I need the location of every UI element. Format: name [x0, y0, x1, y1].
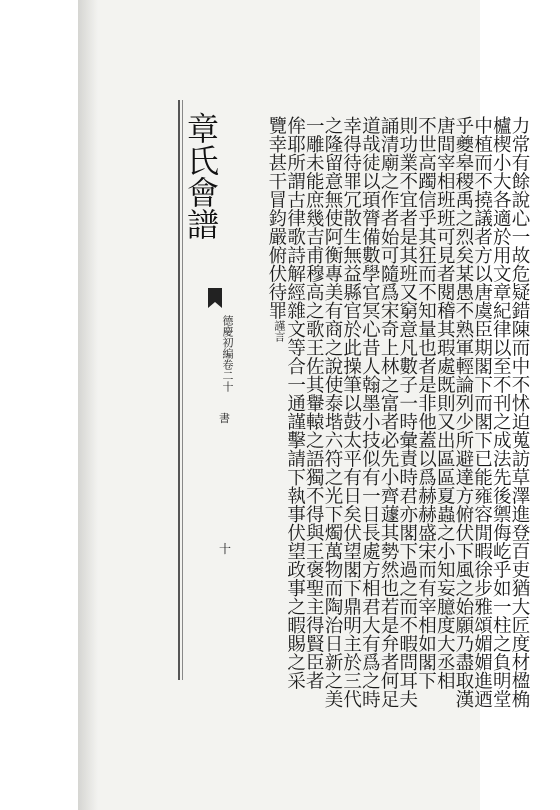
text-column: 之隆留意無使阿衡專美有商之說使泰堦六符之光下燭萬物而陶治日新之美: [321, 116, 343, 708]
leaf-label: 書: [219, 412, 230, 425]
text-column: 侔耶所謂古律歌詩解經雜文等合一通謹擊請下執事伏望政事之暇賜之采: [284, 116, 306, 690]
text-column: 則功業不宜者是其班又窮意凡數子一時彙責時君亦閣下過之而不暇問耳夫: [396, 116, 418, 708]
book-page: [78, 0, 530, 810]
page-gutter-shadow: [78, 0, 98, 810]
closing-text: 覽幸甚干冒鈞嚴俯伏待罪: [265, 116, 287, 320]
text-column-last: [266, 116, 285, 676]
text-column: 唐間宰相班班可見者閱稽其瑕處既則又出區區夏蟲之小知妄臆度大丞相: [434, 116, 456, 690]
book-title: 章氏會譜: [182, 112, 220, 240]
text-column: 中植而不撓議者方以唐虞臣期閣下而閣下已能雍容閒暇徐步雅頌媚媚進迺: [471, 116, 493, 708]
closing-note: 謹言: [272, 319, 286, 342]
volume-label: 德慶初編卷二十: [221, 315, 234, 392]
main-text: [246, 116, 530, 708]
text-column: 幸得待罪冗散生無益縣官於此操筆以鼓太平有日矣伏望閣下鼎明主於三代: [340, 116, 362, 708]
page-frame-line: [178, 100, 180, 680]
text-column: 力常有餘說心一故危疑錯陳而中不怵迫蒐訪草澤進登百吏猶大匠度材楹桷: [509, 116, 530, 708]
text-column: 櫨楔小大各適於用文章紀律以至不刊之成法先後禦侮屹乎如一柱之負明堂: [490, 116, 512, 708]
text-column: 不世高躅信乎其狂而不知量也者是非他蓋以爲赫赫盛宋而有宰相如閣下: [415, 116, 437, 690]
page-number: 十: [219, 542, 232, 556]
text-column: 誦清廟之作者始可隨爲宋奇上林之富者必先小齊蘧其勢然也若是弁者何足: [378, 116, 400, 708]
text-column: 乎夔皋稷禹之烈矣某愚不熟軍輕論列少所避達方俯伏下風之始願乃盡取漢: [452, 116, 474, 708]
text-column: 一雕未能庶幾吉甫穆高之歌王佐其轝轅之語獨不得與王褒聖主得賢臣者: [303, 116, 325, 690]
text-column: 道哉徒以頊膂備數學官冥心昔人翰墨小技似有一日長處方相君大有爲之時: [359, 116, 381, 708]
